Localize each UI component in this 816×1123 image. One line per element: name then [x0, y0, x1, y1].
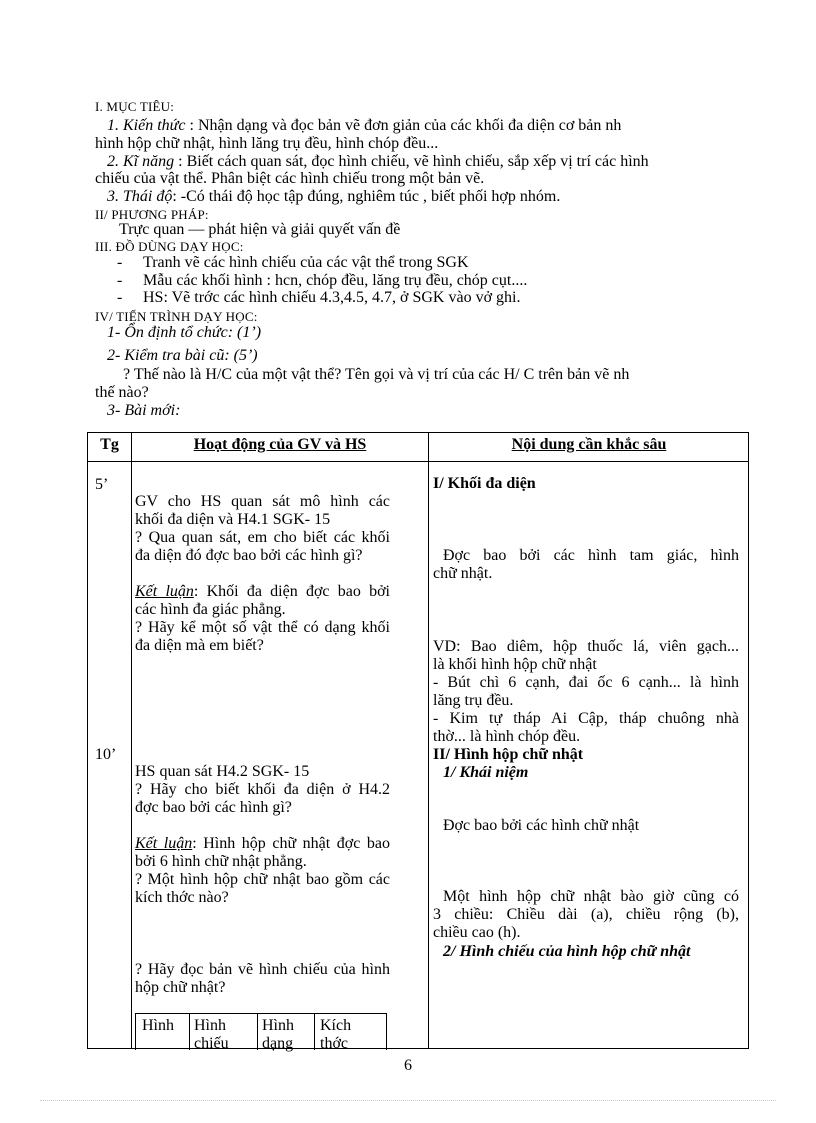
content-heading: I/ Khối đa diện	[433, 475, 536, 492]
column-divider	[131, 433, 132, 1048]
section-objectives-heading: I. MỤC TIÊU:	[95, 99, 175, 114]
page-footer-rule	[40, 1100, 776, 1101]
header-activity: Hoạt động của GV và HS	[193, 436, 367, 453]
process-step-1: 1- Ổn định tổ chức: (1’)	[107, 324, 262, 341]
section-method-heading: II/ PHƯƠNG PHÁP:	[95, 207, 209, 222]
skill-line	[107, 153, 649, 171]
page-number: 6	[404, 1057, 412, 1074]
content-cell: VD: Bao diêm, hộp thuốc lá, viên gạch... là khối hình hộp chữ nhật - Bút chì 6 cạnh, đai ốc 6 cạnh... là hình lăng trụ đều. - Kim tự tháp Ai Cập, tháp chuông nhà thờ... là hình chóp đều.	[433, 638, 739, 745]
activity-cell: GV cho HS quan sát mô hình các khối đa diện và H4.1 SGK- 15 ? Qua quan sát, em cho biết các khối đa diện đó đợc bao bởi các hình gì? Kết luận: Khối đa diện đợc bao bởi các hình đa giác phẳng. ? Hãy kể một số vật thể có dạng khối đa diện mà em biết?	[135, 493, 390, 654]
activity-cell: ? Hãy đọc bản vẽ hình chiếu của hình hộp chữ nhật?	[135, 961, 390, 996]
materials-item: - Mẫu các khối hình : hcn, chóp đều, lăng trụ đều, chóp cụt....	[117, 272, 528, 289]
mini-header-cell: Hình	[142, 1017, 174, 1034]
time-cell: 5’	[95, 476, 109, 493]
lesson-table	[87, 432, 749, 1052]
attitude-label: 3. Thái độ	[107, 188, 173, 205]
content-subheading: 1/ Khái niệm	[443, 764, 529, 781]
knowledge-text-cont: hình hộp chữ nhật, hình lăng trụ đều, hình chóp đều...	[95, 135, 439, 152]
content-cell: Đợc bao bởi các hình tam giác, hình chữ nhật.	[433, 547, 739, 582]
content-heading: II/ Hình hộp chữ nhật	[433, 746, 584, 763]
projection-table	[135, 1013, 387, 1050]
header-content: Nội dung cần khắc sâu	[511, 436, 667, 453]
content-cell: Một hình hộp chữ nhật bào giờ cũng có 3 chiều: Chiều dài (a), chiều rộng (b), chiều cao (h).	[433, 888, 739, 941]
mini-header-cell: Hình dạng	[262, 1017, 294, 1052]
column-divider	[257, 1014, 258, 1050]
attitude-line	[107, 188, 560, 206]
knowledge-line	[107, 117, 621, 135]
header-time: Tg	[100, 436, 119, 453]
section-process-heading: IV/ TIẾN TRÌNH DẠY HỌC:	[95, 309, 258, 324]
skill-label: 2. Kĩ năng	[107, 153, 175, 170]
knowledge-label: 1. Kiến thức	[107, 117, 186, 134]
mini-header-cell: Hình chiếu	[194, 1017, 229, 1052]
materials-item: - Tranh vẽ các hình chiếu của các vật thể trong SGK	[117, 254, 469, 271]
review-question-cont: thế nào?	[95, 384, 149, 401]
time-cell: 10’	[95, 746, 117, 763]
activity-cell: HS quan sát H4.2 SGK- 15 ? Hãy cho biết khối đa diện ở H4.2 đợc bao bởi các hình gì? Kết luận: Hình hộp chữ nhật đợc bao bởi 6 hình chữ nhật phẳng. ? Một hình hộp chữ nhật bao gồm các kích thớc nào?	[135, 763, 390, 906]
skill-text-cont: chiếu của vật thể. Phân biệt các hình chiếu trong một bản vẽ.	[95, 170, 485, 187]
process-step-2: 2- Kiểm tra bài cũ: (5’)	[107, 347, 258, 364]
knowledge-text: : Nhận dạng và đọc bản vẽ đơn giản của các khối đa diện cơ bản nh	[185, 117, 622, 134]
column-divider	[189, 1014, 190, 1050]
review-question: ? Thế nào là H/C của một vật thể? Tên gọi và vị trí của các H/ C trên bản vẽ nh	[123, 366, 630, 383]
attitude-text: : -Có thái độ học tập đúng, nghiêm túc , biết phối hợp nhóm.	[172, 188, 561, 205]
column-divider	[314, 1014, 315, 1050]
content-subheading: 2/ Hình chiếu của hình hộp chữ nhật	[443, 943, 691, 960]
column-divider	[428, 433, 429, 1048]
mini-header-cell: Kích thớc	[320, 1017, 352, 1052]
method-text: Trực quan — phát hiện và giải quyết vấn đề	[119, 221, 401, 238]
process-step-3: 3- Bài mới:	[107, 402, 181, 419]
skill-text: : Biết cách quan sát, đọc hình chiếu, vẽ hình chiếu, sắp xếp vị trí các hình	[174, 153, 649, 170]
header-divider	[88, 461, 748, 462]
materials-item: - HS: Vẽ trớc các hình chiếu 4.3,4.5, 4.7, ở SGK vào vở ghi.	[117, 289, 521, 306]
content-cell: Đợc bao bởi các hình chữ nhật	[443, 817, 640, 834]
section-materials-heading: III. ĐỒ DÙNG DẠY HỌC:	[95, 239, 244, 254]
